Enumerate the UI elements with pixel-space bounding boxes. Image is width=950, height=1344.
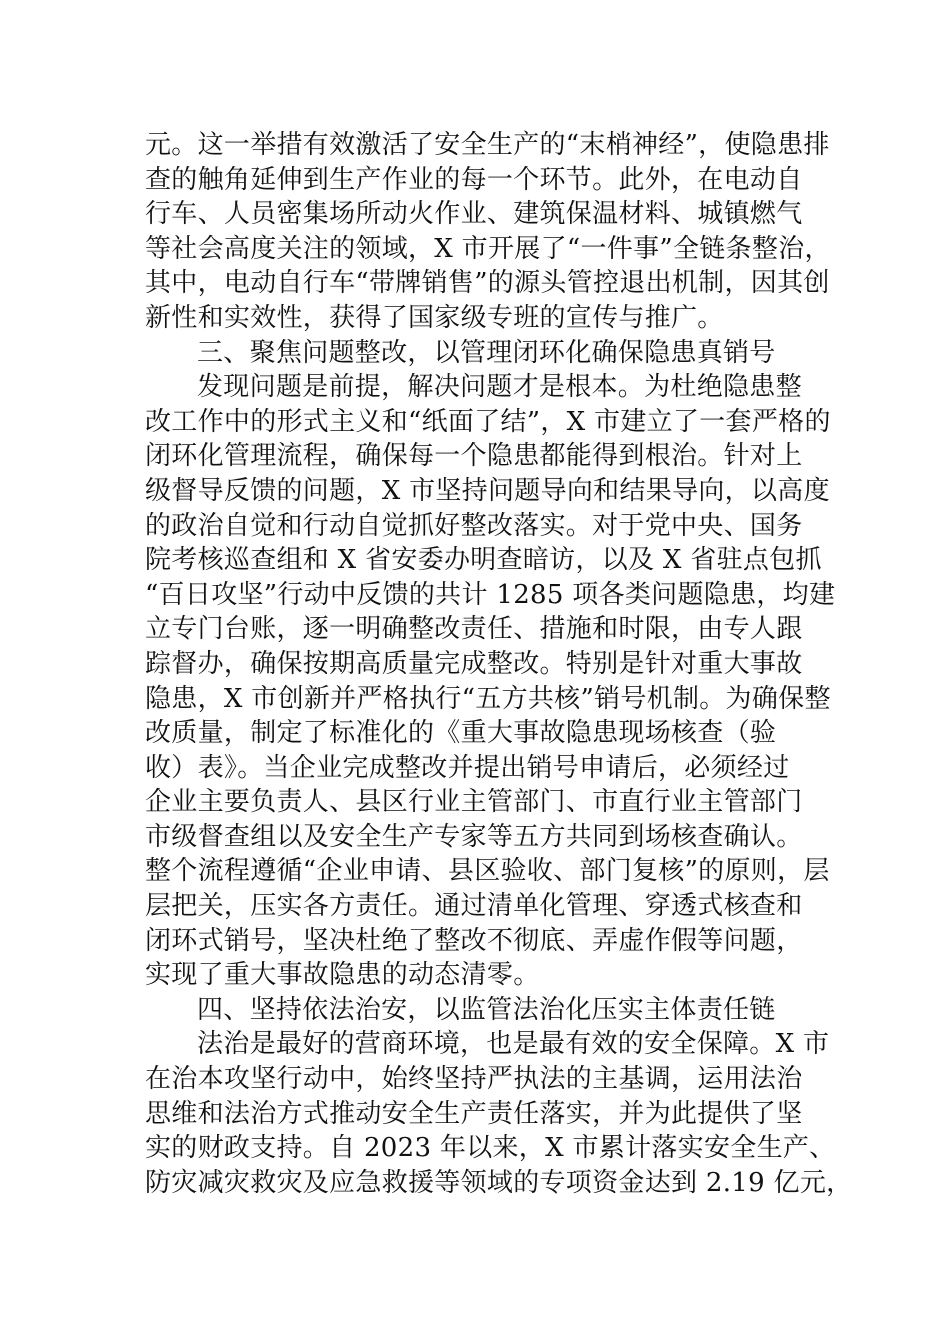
paragraph-line: 踪督办，确保按期高质量完成整改。特别是针对重大事故 <box>145 648 803 679</box>
paragraph-line: 其中，电动自行车“带牌销售”的源头管控退出机制，因其创 <box>145 268 830 299</box>
paragraph-line: 隐患，X 市创新并严格执行“五方共核”销号机制。为确保整 <box>145 683 831 714</box>
paragraph-line: 实的财政支持。自 2023 年以来，X 市累计落实安全生产、 <box>145 1133 836 1164</box>
paragraph-line: 层把关，压实各方责任。通过清单化管理、穿透式核查和 <box>145 891 803 922</box>
paragraph-line: 企业主要负责人、县区行业主管部门、市直行业主管部门 <box>145 787 803 818</box>
paragraph-line: 收）表》。当企业完成整改并提出销号申请后，必须经过 <box>145 752 790 783</box>
paragraph-line: 等社会高度关注的领域，X 市开展了“一件事”全链条整治， <box>145 233 831 264</box>
paragraph-line: 查的触角延伸到生产作业的每一个环节。此外，在电动自 <box>145 164 803 195</box>
paragraph-line: 实现了重大事故隐患的动态清零。 <box>145 960 540 991</box>
section-heading-3: 三、聚焦问题整改，以管理闭环化确保隐患真销号 <box>197 337 776 368</box>
paragraph-line: “百日攻坚”行动中反馈的共计 1285 项各类问题隐患，均建 <box>145 579 836 610</box>
paragraph-line: 整个流程遵循“企业申请、县区验收、部门复核”的原则，层 <box>145 856 830 887</box>
paragraph-line: 改质量，制定了标准化的《重大事故隐患现场核查（验 <box>145 718 777 749</box>
paragraph-line: 防灾减灾救灾及应急救援等领域的专项资金达到 2.19 亿元， <box>145 1167 853 1198</box>
paragraph-line: 的政治自觉和行动自觉抓好整改落实。对于党中央、国务 <box>145 510 803 541</box>
paragraph-line: 立专门台账，逐一明确整改责任、措施和时限，由专人跟 <box>145 614 803 645</box>
body-text <box>145 128 853 1200</box>
section-heading-4: 四、坚持依法治安，以监管法治化压实主体责任链 <box>197 994 776 1025</box>
paragraph-line: 思维和法治方式推动安全生产责任落实，并为此提供了坚 <box>145 1098 803 1129</box>
paragraph-line: 闭环式销号，坚决杜绝了整改不彻底、弄虚作假等问题， <box>145 925 803 956</box>
paragraph-line: 行车、人员密集场所动火作业、建筑保温材料、城镇燃气 <box>145 199 803 230</box>
paragraph-line: 在治本攻坚行动中，始终坚持严执法的主基调，运用法治 <box>145 1064 803 1095</box>
paragraph-line: 发现问题是前提，解决问题才是根本。为杜绝隐患整 <box>197 372 802 403</box>
paragraph-line: 市级督查组以及安全生产专家等五方共同到场核查确认。 <box>145 821 803 852</box>
paragraph-line: 级督导反馈的问题，X 市坚持问题导向和结果导向，以高度 <box>145 475 830 506</box>
paragraph-line: 法治是最好的营商环境，也是最有效的安全保障。X 市 <box>197 1029 830 1060</box>
paragraph-line: 新性和实效性，获得了国家级专班的宣传与推广。 <box>145 302 724 333</box>
paragraph-line: 改工作中的形式主义和“纸面了结”，X 市建立了一套严格的 <box>145 406 831 437</box>
paragraph-line: 元。这一举措有效激活了安全生产的“末梢神经”，使隐患排 <box>145 130 830 160</box>
paragraph-line: 闭环化管理流程，确保每一个隐患都能得到根治。针对上 <box>145 441 803 472</box>
paragraph-line: 院考核巡查组和 X 省安委办明查暗访，以及 X 省驻点包抓 <box>145 545 822 576</box>
